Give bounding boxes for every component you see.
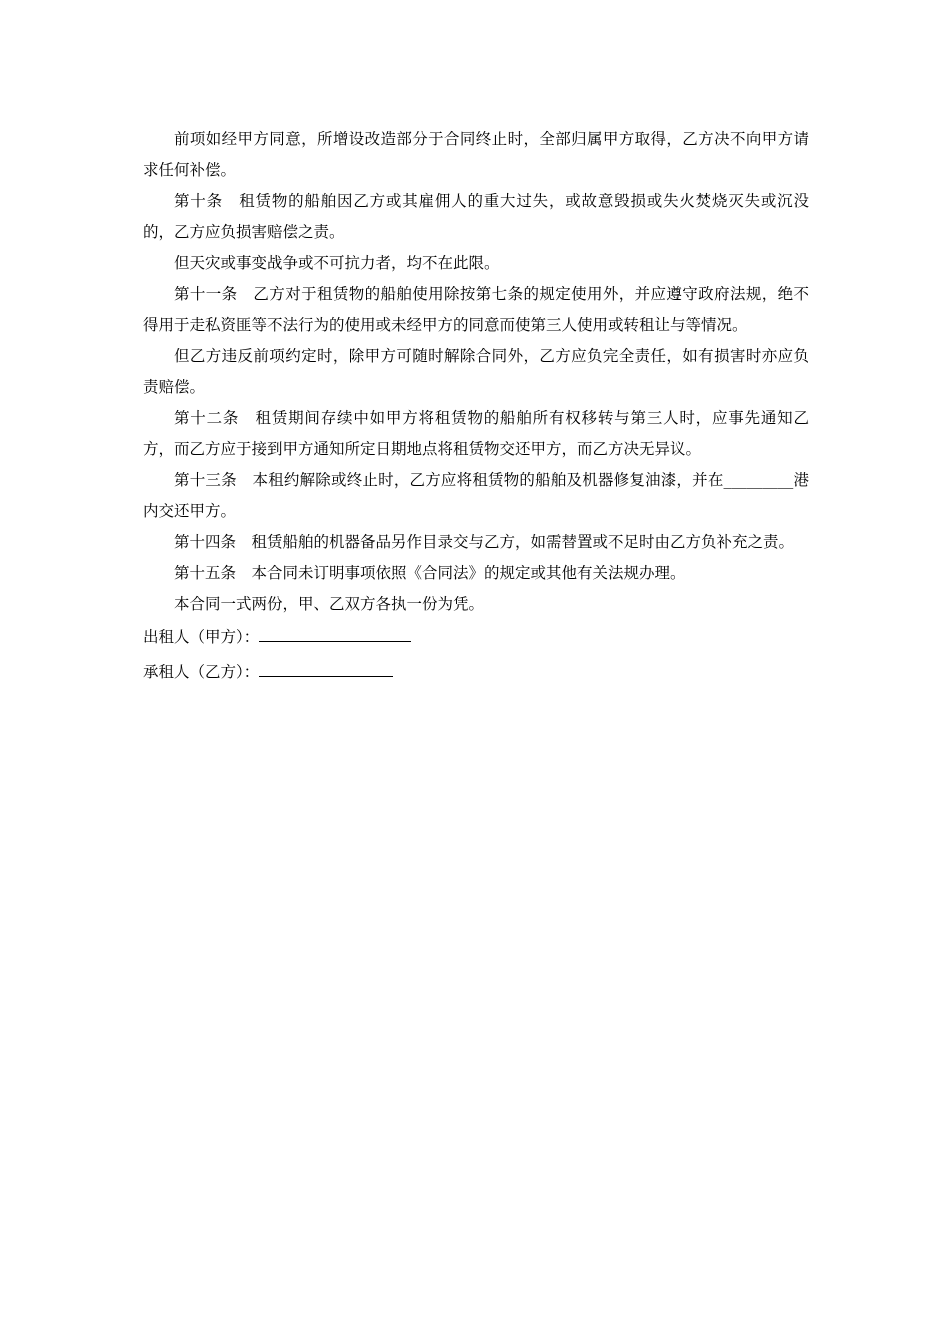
article-14: 第十四条 租赁船舶的机器备品另作目录交与乙方，如需替置或不足时由乙方负补充之责。 bbox=[174, 533, 795, 551]
article-12: 第十二条 租赁期间存续中如甲方将租赁物的船舶所有权移转与第三人时，应事先通知乙方，而乙方应于接到甲方通知所定日期地点将租赁物交还甲方，而乙方决无异议。 bbox=[143, 409, 809, 458]
paragraph-improvements-ownership: 前项如经甲方同意，所增设改造部分于合同终止时，全部归属甲方取得，乙方决不向甲方请求任何补偿。 bbox=[143, 130, 809, 179]
contract-body bbox=[143, 124, 809, 690]
paragraph-copies: 本合同一式两份，甲、乙双方各执一份为凭。 bbox=[174, 595, 485, 613]
lessor-signature-blank[interactable] bbox=[259, 623, 411, 642]
lessee-signature-blank[interactable] bbox=[259, 658, 393, 677]
paragraph-force-majeure: 但天灾或事变战争或不可抗力者，均不在此限。 bbox=[174, 254, 500, 272]
lessee-label: 承租人（乙方）： bbox=[143, 663, 260, 681]
paragraph-breach-liability: 但乙方违反前项约定时，除甲方可随时解除合同外，乙方应负完全责任，如有损害时亦应负责赔偿。 bbox=[143, 347, 809, 396]
lessee-signature-line bbox=[143, 655, 809, 690]
lessor-signature-line bbox=[143, 620, 809, 655]
lessor-label: 出租人（甲方）： bbox=[143, 628, 260, 646]
article-13: 第十三条 本租约解除或终止时，乙方应将租赁物的船舶及机器修复油漆，并在_________港内交还甲方。 bbox=[143, 471, 809, 520]
article-10: 第十条 租赁物的船舶因乙方或其雇佣人的重大过失，或故意毁损或失火焚烧灭失或沉没的，乙方应负损害赔偿之责。 bbox=[143, 192, 809, 241]
article-15: 第十五条 本合同未订明事项依照《合同法》的规定或其他有关法规办理。 bbox=[174, 564, 686, 582]
article-11: 第十一条 乙方对于租赁物的船舶使用除按第七条的规定使用外，并应遵守政府法规，绝不得用于走私资匪等不法行为的使用或未经甲方的同意而使第三人使用或转租让与等情况。 bbox=[143, 285, 809, 334]
